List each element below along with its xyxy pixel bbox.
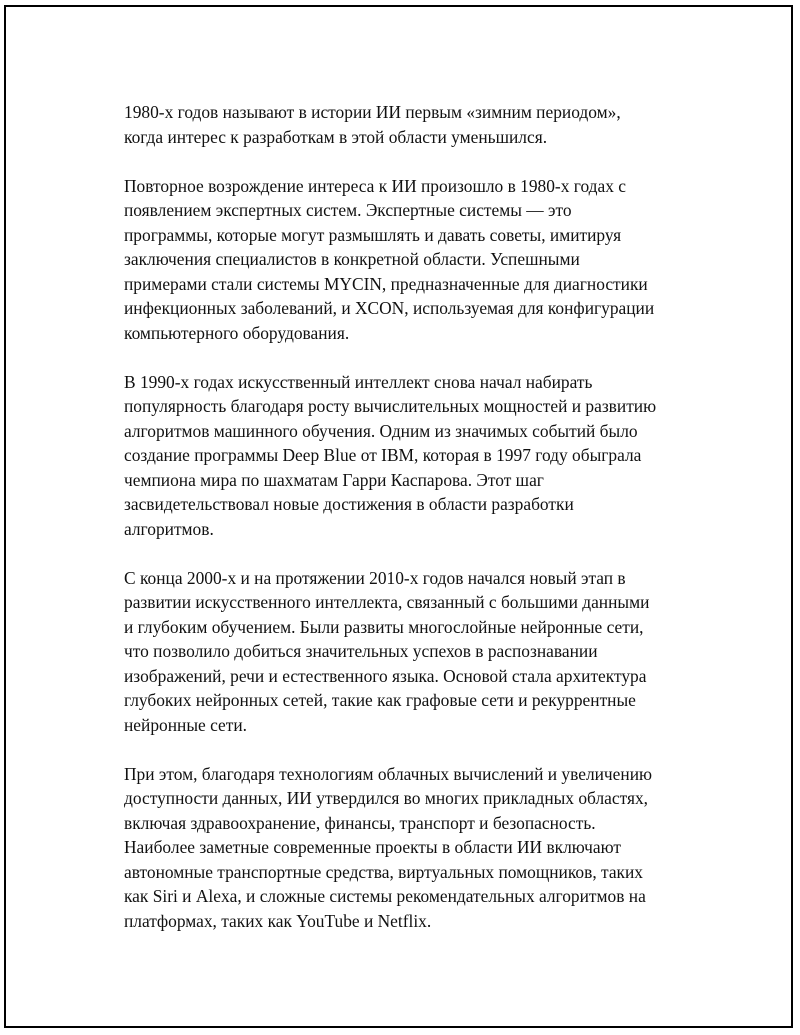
- paragraph-modern-applications: При этом, благодаря технологиям облачных вычислений и увеличению доступности данных, ИИ утвердился во многих прикладных областях, включая здравоохранение, финансы, транспорт и безопасность. Наиболее заметные современные проекты в области ИИ включают автономные транспортные средства, виртуальных помощников, таких как Siri и Alexa, и сложные системы рекомендательных алгоритмов на платформах, таких как YouTube и Netflix.: [124, 763, 653, 931]
- document-body: [124, 100, 724, 933]
- paragraph-ai-winter: 1980-х годов называют в истории ИИ первым «зимним периодом», когда интерес к разработкам в этой области уменьшился.: [124, 102, 621, 147]
- paragraph-deep-learning: С конца 2000-х и на протяжении 2010-х годов начался новый этап в развитии искусственного интеллекта, связанный с большими данными и глубоким обучением. Были развиты многослойные нейронные сети, что позволило добиться значительных успехов в распознавании изображений, речи и естественного языка. Основой стала архитектура глубоких нейронных сетей, такие как графовые сети и рекуррентные нейронные сети.: [124, 567, 650, 735]
- paragraph-1990s: В 1990-х годах искусственный интеллект снова начал набирать популярность благодаря росту вычислительных мощностей и развитию алгоритмов машинного обучения. Одним из значимых событий было создание программы Deep Blue от IBM, которая в 1997 году обыграла чемпиона мира по шахматам Гарри Каспарова. Этот шаг засвидетельствовал новые достижения в области разработки алгоритмов.: [124, 371, 657, 539]
- paragraph-expert-systems: Повторное возрождение интереса к ИИ произошло в 1980-х годах с появлением экспертных систем. Экспертные системы — это программы, которые могут размышлять и давать советы, имитируя заключения специалистов в конкретной области. Успешными примерами стали системы MYCIN, предназначенные для диагностики инфекционных заболеваний, и XCON, используемая для конфигурации компьютерного оборудования.: [124, 175, 655, 343]
- page-frame: [4, 5, 793, 1028]
